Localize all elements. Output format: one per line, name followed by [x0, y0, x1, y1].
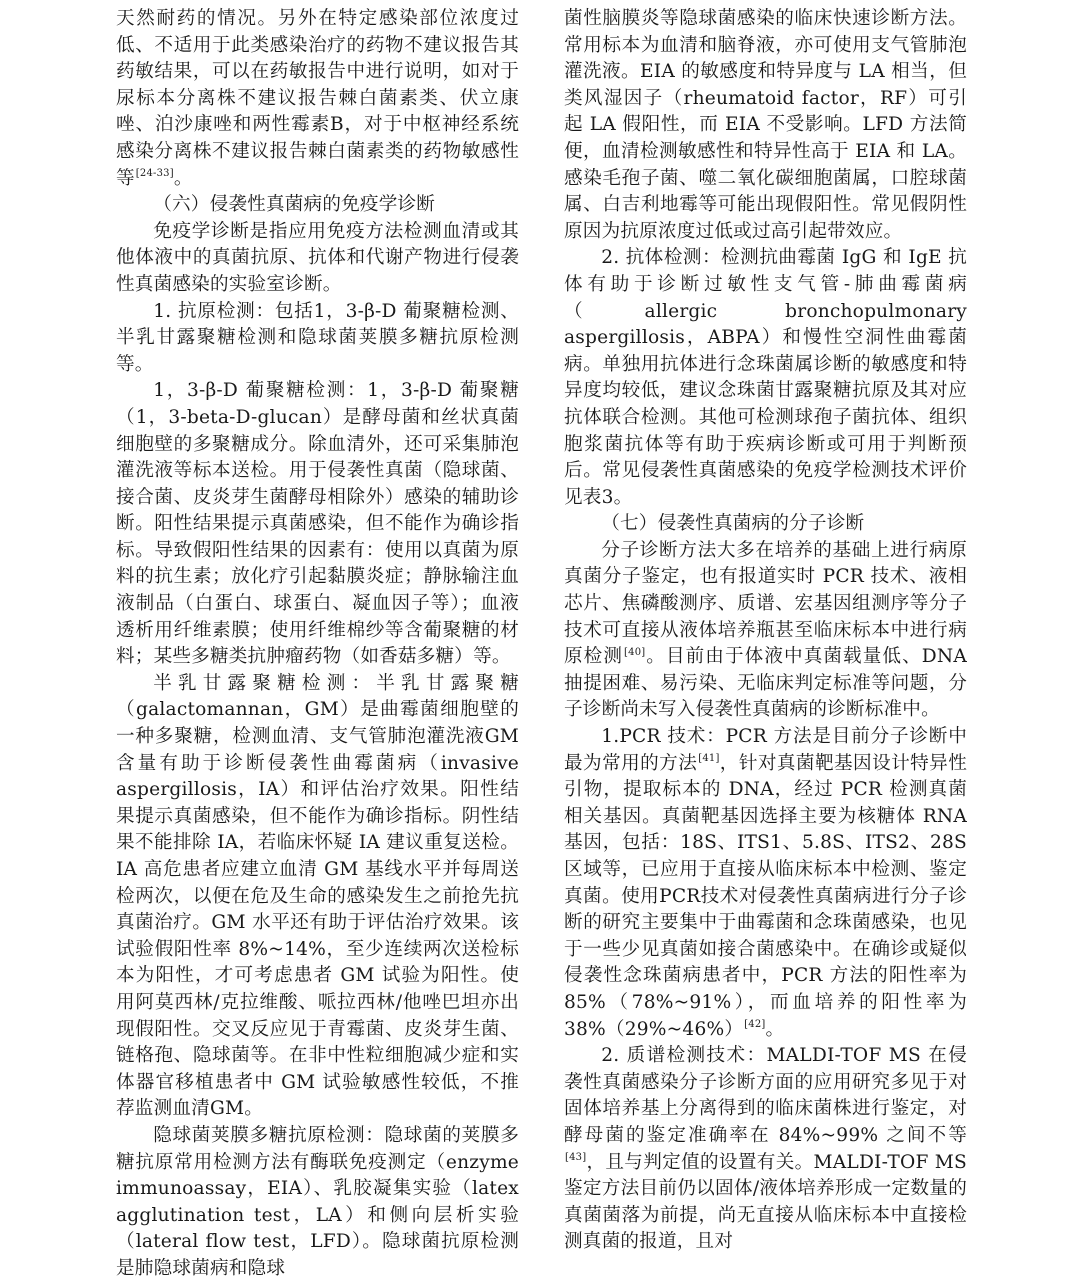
citation-ref: [41]	[698, 753, 720, 765]
paragraph: 半乳甘露聚糖检测：半乳甘露聚糖（galactomannan，GM）是曲霉菌细胞壁的一种多聚糖，检测血清、支气管肺泡灌洗液GM 含量有助于诊断侵袭性曲霉菌病（invasive aspergillosis，IA）和评估治疗效果。阳性结果提示真菌感染，但不能作为确诊指标。阴性结果不能排除 IA，若临床怀疑 IA 建议重复送检。IA 高危患者应建立血清 GM 基线水平并每周送检两次，以便在危及生命的感染发生之前抢先抗真菌治疗。GM 水平还有助于评估治疗效果。该试验假阳性率 8%~14%，至少连续两次送检标本为阳性，才可考虑患者 GM 试验为阳性。使用阿莫西林/克拉维酸、哌拉西林/他唑巴坦亦出现假阳性。交叉反应见于青霉菌、皮炎芽生菌、链格孢、隐球菌等。在非中性粒细胞减少症和实体器官移植患者中 GM 试验敏感性较低，不推荐监测血清GM。	[116, 672, 519, 1120]
paragraph: 免疫学诊断是指应用免疫方法检测血清或其他体液中的真菌抗原、抗体和代谢产物进行侵袭性真菌感染的实验室诊断。	[116, 220, 519, 295]
paragraph: 1. 抗原检测：包括1，3-β-D 葡聚糖检测、半乳甘露聚糖检测和隐球菌荚膜多糖抗原检测等。	[116, 300, 519, 375]
citation-ref: [43]	[565, 1152, 587, 1164]
paragraph: 1.PCR 技术：PCR 方法是目前分子诊断中最为常用的方法[41]，针对真菌靶基因设计特异性引物，提取标本的 DNA，经过 PCR 检测真菌相关基因。真菌靶基因选择主要为核糖体 RNA 基因，包括：18S、ITS1、5.8S、ITS2、28S 区域等，已应用于直接从临床标本中检测、鉴定真菌。使用PCR技术对侵袭性真菌病进行分子诊断的研究主要集中于曲霉菌和念珠菌感染，也见于一些少见真菌如接合菌感染中。在确诊或疑似侵袭性念珠菌病患者中，PCR 方法的阳性率为 85%（78%~91%），而血培养的阳性率为 38%（29%~46%）[42]。	[564, 726, 967, 1040]
citation-ref: [24-33]	[135, 168, 174, 180]
citation-ref: [42]	[744, 1019, 766, 1031]
left-column	[116, 6, 519, 1283]
paragraph: 2. 抗体检测：检测抗曲霉菌 IgG 和 IgE 抗体有助于诊断过敏性支气管-肺曲霉菌病（allergic bronchopulmonary aspergillosis，ABPA）和慢性空洞性曲霉菌病。单独用抗体进行念珠菌属诊断的敏感度和特异度均较低，建议念珠菌甘露聚糖抗原及其对应抗体联合检测。其他可检测球孢子菌抗体、组织胞浆菌抗体等有助于疾病诊断或可用于判断预后。常见侵袭性真菌感染的免疫学检测技术评价见表3。	[564, 247, 967, 508]
paragraph: 2. 质谱检测技术：MALDI-TOF MS 在侵袭性真菌感染分子诊断方面的应用研究多见于对固体培养基上分离得到的临床菌株进行鉴定，对酵母菌的鉴定准确率在 84%~99% 之间不等[43]，且与判定值的设置有关。MALDI-TOF MS 鉴定方法目前仍以固体/液体培养形成一定数量的真菌菌落为前提，尚无直接从临床标本中直接检测真菌的报道，且对	[564, 1045, 967, 1253]
paragraph: 菌性脑膜炎等隐球菌感染的临床快速诊断方法。常用标本为血清和脑脊液，亦可使用支气管肺泡灌洗液。EIA 的敏感度和特异度与 LA 相当，但类风湿因子（rheumatoid factor，RF）可引起 LA 假阳性，而 EIA 不受影响。LFD 方法简便，血清检测敏感性和特异性高于 EIA 和 LA。感染毛孢子菌、噬二氧化碳细胞菌属，口腔球菌属、白吉利地霉等可能出现假阳性。常见假阴性原因为抗原浓度过低或过高引起带效应。	[564, 8, 967, 242]
paragraph: 天然耐药的情况。另外在特定感染部位浓度过低、不适用于此类感染治疗的药物不建议报告其药敏结果，可以在药敏报告中进行说明，如对于尿标本分离株不建议报告棘白菌素类、伏立康唑、泊沙康唑和两性霉素B，对于中枢神经系统感染分离株不建议报告棘白菌素类的药物敏感性等[24-33]。	[116, 8, 519, 189]
citation-ref: [40]	[624, 647, 646, 659]
paragraph: 隐球菌荚膜多糖抗原检测：隐球菌的荚膜多糖抗原常用检测方法有酶联免疫测定（enzyme immunoassay，EIA）、乳胶凝集实验（latex agglutination test，LA）和侧向层析实验（lateral flow test，LFD）。隐球菌抗原检测是肺隐球菌病和隐球	[116, 1124, 519, 1279]
paragraph: 分子诊断方法大多在培养的基础上进行病原真菌分子鉴定，也有报道实时 PCR 技术、液相芯片、焦磷酸测序、质谱、宏基因组测序等分子技术可直接从液体培养瓶甚至临床标本中进行病原检测[40]。目前由于体液中真菌载量低、DNA 抽提困难、易污染、无临床判定标准等问题，分子诊断尚未写入侵袭性真菌病的诊断标准中。	[564, 539, 967, 721]
right-column	[564, 6, 967, 1256]
section-heading-molecular: （七）侵袭性真菌病的分子诊断	[601, 513, 865, 535]
section-heading-immunology: （六）侵袭性真菌病的免疫学诊断	[153, 194, 436, 216]
paragraph: 1，3-β-D 葡聚糖检测：1，3-β-D 葡聚糖（1，3-beta-D-glucan）是酵母菌和丝状真菌细胞壁的多聚糖成分。除血清外，还可采集肺泡灌洗液等标本送检。用于侵袭性真菌（隐球菌、接合菌、皮炎芽生菌酵母相除外）感染的辅助诊断。阳性结果提示真菌感染，但不能作为确诊指标。导致假阳性结果的因素有：使用以真菌为原料的抗生素；放化疗引起黏膜炎症；静脉输注血液制品（白蛋白、球蛋白、凝血因子等）；血液透析用纤维素膜；使用纤维棉纱等含葡聚糖的材料；某些多糖类抗肿瘤药物（如香菇多糖）等。	[116, 380, 519, 668]
